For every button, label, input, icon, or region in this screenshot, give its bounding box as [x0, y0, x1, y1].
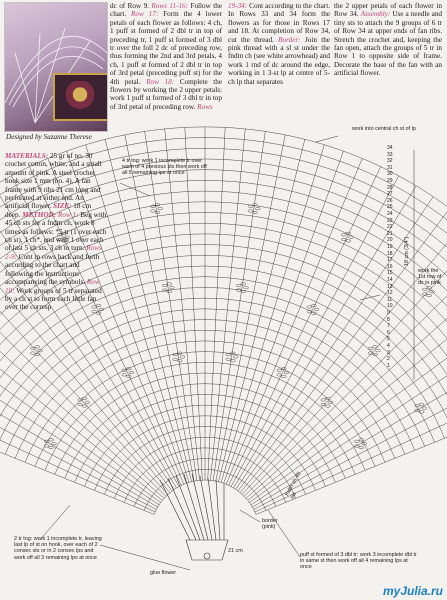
fan-row-arc — [0, 234, 447, 422]
flower-petal — [325, 405, 330, 407]
row-number: 1 — [387, 362, 390, 369]
note-puff-st: puff st formed of 3 dbl tr: work 3 incomplete dbl tr in same st then work off all 4 remaining lps at once — [300, 552, 417, 571]
fan-rib-line — [165, 129, 200, 480]
row-number: 26 — [387, 197, 393, 204]
flower-petal — [92, 306, 97, 308]
flower-petal — [158, 207, 163, 209]
note-fndtn-ch: fndtn ch 45 sts — [284, 470, 303, 501]
row-number: 28 — [387, 184, 393, 191]
materials-text: 25 gr of no. 30 crochet cotton, white, and a small amount of pink. A steel crochet hook size 1 mm (no. 4). A fan frame with 9 ribs 21 cm long and perforated at either end. An artificial flower. — [5, 152, 102, 211]
fan-row-arcs — [0, 127, 447, 514]
border-label: Border: — [278, 35, 301, 44]
fan-rib-line — [0, 197, 174, 490]
flower-petal — [284, 371, 289, 373]
fan-row-arc — [0, 202, 447, 410]
note-border: border (pink) — [262, 518, 278, 531]
col2-text-2: Follow the chart. — [110, 2, 223, 19]
flower-petal — [85, 401, 90, 403]
flower-petal — [35, 346, 40, 348]
fan-row-arc — [0, 170, 447, 398]
row1-text: Beg with 45 ch sts for a fndtn ch, work 8 times as follows: *5 tr (1 over each ch st), 1 ch*, end with 1 over each of last 5 ch sts, 3 ch to turn. — [5, 210, 107, 253]
flower-petal — [427, 294, 432, 296]
watermark: myJulia.ru — [382, 584, 443, 598]
flower-petal — [177, 360, 182, 362]
flower-petal — [359, 446, 364, 448]
row-number: 20 — [387, 237, 393, 244]
row-number: 15 — [387, 270, 393, 277]
fan-frame — [160, 474, 228, 560]
note-central-ch: work into central ch st of lp — [352, 126, 416, 132]
flower-petal — [307, 311, 312, 313]
row-number: 10 — [387, 303, 393, 310]
flower-petal — [96, 304, 101, 306]
row-number: 32 — [387, 158, 393, 165]
fan-chart-body — [0, 127, 447, 514]
flower-petal — [38, 349, 43, 351]
col4-text-1: the 2 upper petals of each flower in Row 34. — [334, 2, 442, 19]
fan-rib-line — [145, 131, 197, 480]
fan-rib-line — [216, 135, 285, 481]
flower-petal — [226, 353, 231, 355]
fan-rib-line — [248, 278, 447, 500]
flower-petal — [78, 403, 83, 405]
flower-petal — [30, 347, 35, 349]
row-number: 34 — [387, 145, 393, 151]
flower-petal — [307, 306, 312, 308]
flower-petal — [311, 312, 316, 314]
fan-row-arc — [0, 212, 447, 414]
rows11-16-label: Rows 11-16: — [151, 2, 189, 10]
flower-petal — [52, 442, 57, 444]
fan-rib-line — [48, 158, 184, 484]
fan-rib-line — [29, 167, 181, 486]
row1-label: Row 1: — [57, 210, 79, 219]
rows2-9-text: Cont in rows back and forth according to the chart and following the instructions accompanying the symbols. — [5, 252, 100, 287]
fan-rib-line — [67, 151, 187, 483]
flower-petal — [368, 352, 373, 354]
row-number: 31 — [387, 164, 393, 171]
row17-label: Row 17: — [131, 10, 159, 19]
flower-petal — [65, 236, 70, 238]
fan-rib-line — [254, 346, 447, 510]
method-label: METHOD: — [22, 210, 57, 219]
row-number: 2 — [387, 356, 390, 363]
row-number: 21 — [387, 230, 393, 237]
flower-petal — [422, 288, 427, 290]
rows-label: Rows — [197, 102, 213, 111]
note-pink-row: work the 1st row of dc in pink — [418, 268, 442, 287]
flower-petal — [415, 405, 420, 407]
row-number: 16 — [387, 263, 393, 270]
note-18cm: 18 cm (3/4") — [404, 236, 410, 266]
fan-rib-line — [224, 151, 344, 483]
row-number: 13 — [387, 283, 393, 290]
row-number: 30 — [387, 171, 393, 178]
fan-rib-line — [0, 311, 159, 505]
fan-row-arc — [0, 245, 447, 427]
row-number: 18 — [387, 250, 393, 257]
row-number: 23 — [387, 217, 393, 224]
flower-petal — [30, 352, 35, 354]
flower-petal — [277, 374, 282, 376]
flower-petal — [375, 349, 380, 351]
size-label: SIZE: — [53, 202, 72, 211]
flower-petal — [236, 284, 241, 286]
row-number: 14 — [387, 277, 393, 283]
col3-text-1: Cont according to the chart. In Rows 33 and 34 form the flowers as for those in Rows 17 and 18. At completion of Row 34, cut the thread. — [228, 2, 330, 44]
flower-petal — [49, 446, 54, 448]
flower-petal — [226, 358, 231, 360]
flower-petal — [422, 407, 427, 409]
fan-rib-line — [226, 158, 362, 484]
col2-text-1: dc of Row 9. — [110, 2, 149, 10]
flower-petal — [233, 356, 238, 358]
row10-label: Row 10: — [5, 278, 100, 295]
designer-credit: Designed by Suzanne Therese — [6, 133, 92, 141]
fan-rib-line — [252, 328, 447, 507]
flower-petal — [62, 232, 67, 234]
fan-rib-line — [238, 208, 447, 491]
assembly-label: Assembly: — [360, 10, 391, 19]
flower-petal — [349, 236, 354, 238]
fan-rib-line — [0, 346, 156, 510]
col4-text-2: Use a needle and tiny sts to attach the 9 groups of 6 tr of Row 34 at upper ends of fan ribs. Stretch the crochet and, keeping the fan open, attach the groups of 5 tr in Row 1 to opposite side of frame. Decorate the base of the fan with an artificial flower. — [334, 10, 442, 78]
flower-petal — [354, 440, 359, 442]
flower-petal — [277, 369, 282, 371]
fan-rib-line — [255, 364, 447, 512]
row-number: 12 — [387, 290, 393, 297]
fan-rib-line — [125, 135, 194, 481]
note-glue-flower: glue flower — [150, 570, 177, 576]
flower-petal — [321, 403, 326, 405]
fan-rib-line — [210, 129, 245, 480]
flower-petal — [122, 374, 127, 376]
fan-row-arc — [0, 159, 447, 394]
row-number: 19 — [387, 244, 393, 250]
flower-petal — [44, 445, 49, 447]
fan-rib-line — [240, 221, 447, 493]
row-number: 17 — [387, 257, 393, 264]
flower-petal — [368, 347, 373, 349]
flower-petal — [354, 445, 359, 447]
flower-petal — [422, 293, 427, 295]
flower-petal — [57, 234, 62, 236]
row-number: 5 — [387, 336, 390, 343]
flower-petal — [321, 399, 326, 401]
flower-petal — [49, 439, 54, 441]
row-number: 9 — [387, 310, 390, 316]
flower-petal — [241, 283, 246, 285]
row-number: 6 — [387, 329, 390, 336]
col2-text-4: Complete the flowers by working the 2 upper petals: work 1 puff st formed of 3 dbl tr in top of 3rd petal of preceding row. — [110, 77, 223, 111]
fan-rib-line — [0, 278, 162, 500]
row-number: 7 — [387, 323, 390, 330]
fan-row-arc — [0, 148, 447, 390]
flower-petal — [373, 346, 378, 348]
row-number: 33 — [387, 151, 393, 158]
row-number: 8 — [387, 316, 390, 323]
materials-label: MATERIALS: — [5, 152, 49, 160]
fan-rib-line — [0, 294, 161, 502]
fan-row-arc — [154, 480, 256, 514]
row-number: 27 — [387, 191, 393, 198]
note-21cm: 21 cm — [228, 548, 243, 554]
row-number: 22 — [387, 224, 393, 231]
fan-rib-line — [221, 145, 324, 483]
flower-petal — [248, 205, 253, 207]
flower-petal — [180, 356, 185, 358]
flower-petal — [162, 289, 167, 291]
flower-petal — [255, 207, 260, 209]
flower-petal — [162, 284, 167, 286]
row-number: 25 — [387, 204, 393, 211]
flower-petal — [314, 308, 319, 310]
flower-petal — [341, 234, 346, 236]
fan-rib-line — [0, 263, 164, 499]
flower-petal — [82, 397, 87, 399]
flower-petal — [173, 358, 178, 360]
row-number: 3 — [387, 349, 390, 356]
flower-petal — [244, 287, 249, 289]
flower-petal — [341, 238, 346, 240]
rows2-9-label: Rows 2-9: — [5, 244, 102, 261]
col2-text-3: Form the 4 lower petals of each flower as follows: 4 ch, 1 puff st formed of 2 dbl tr in top of preceding tr, 1 puff st formed of 3 dbl tr over the foll 2 dc of preceding row, thus forming the 2nd and 3rd petals, 4 ch, 1 puff st formed of 2 dbl tr in top of 3rd petal (preceding puff st) for the 4th petal. — [110, 10, 222, 86]
flower-petal — [57, 238, 62, 240]
note-4tr-tog: 4 tr tog: work 1 incomplete tr over each of 4 previous sts then work off all 5 remaining lps at once — [122, 158, 207, 177]
row-number: 24 — [387, 211, 393, 217]
fan-row-arc — [0, 287, 435, 442]
flower-petal — [151, 210, 156, 212]
flower-petal — [419, 403, 424, 405]
flower-petal — [346, 240, 351, 242]
row18-label: Row 18: — [146, 77, 175, 86]
fan-row-arc — [0, 223, 447, 418]
rows19-34-label: 19-34: — [228, 2, 248, 10]
flower-petal — [170, 287, 175, 289]
fan-rib-line — [0, 186, 177, 488]
row-number: 4 — [387, 343, 390, 349]
note-2tr-tog: 2 tr tog: work 1 incomplete tr, leaving last lp of st on hook, over each of 2 consec sts or in 2 consec lps and work off all 3 remaining lps at once — [14, 536, 102, 561]
row-number: 11 — [387, 296, 393, 303]
col3-text-2: Join the pink thread with a sl st under the fndtn ch (see white arrowhead) and work 1 rnd of dc around the edge, working in 1 3-st lp at centre of 5-ch lp that separates — [228, 35, 330, 86]
row-number: 29 — [387, 178, 393, 184]
fan-rib-line — [0, 364, 155, 512]
fan-rib-line — [213, 131, 265, 480]
flower-petal — [167, 290, 172, 292]
flower-petal — [248, 210, 253, 212]
fan-rib-line — [229, 167, 381, 486]
flower-petal — [281, 375, 286, 377]
flower-petal — [129, 371, 134, 373]
row10-text: Work groups of 5 tr separated by a ch st to form each little fan over the corresp — [5, 286, 102, 312]
size-text: 18 cm deep. — [5, 202, 92, 219]
flower-petal — [155, 211, 160, 213]
flower-petal — [92, 311, 97, 313]
flower-petal — [82, 405, 87, 407]
